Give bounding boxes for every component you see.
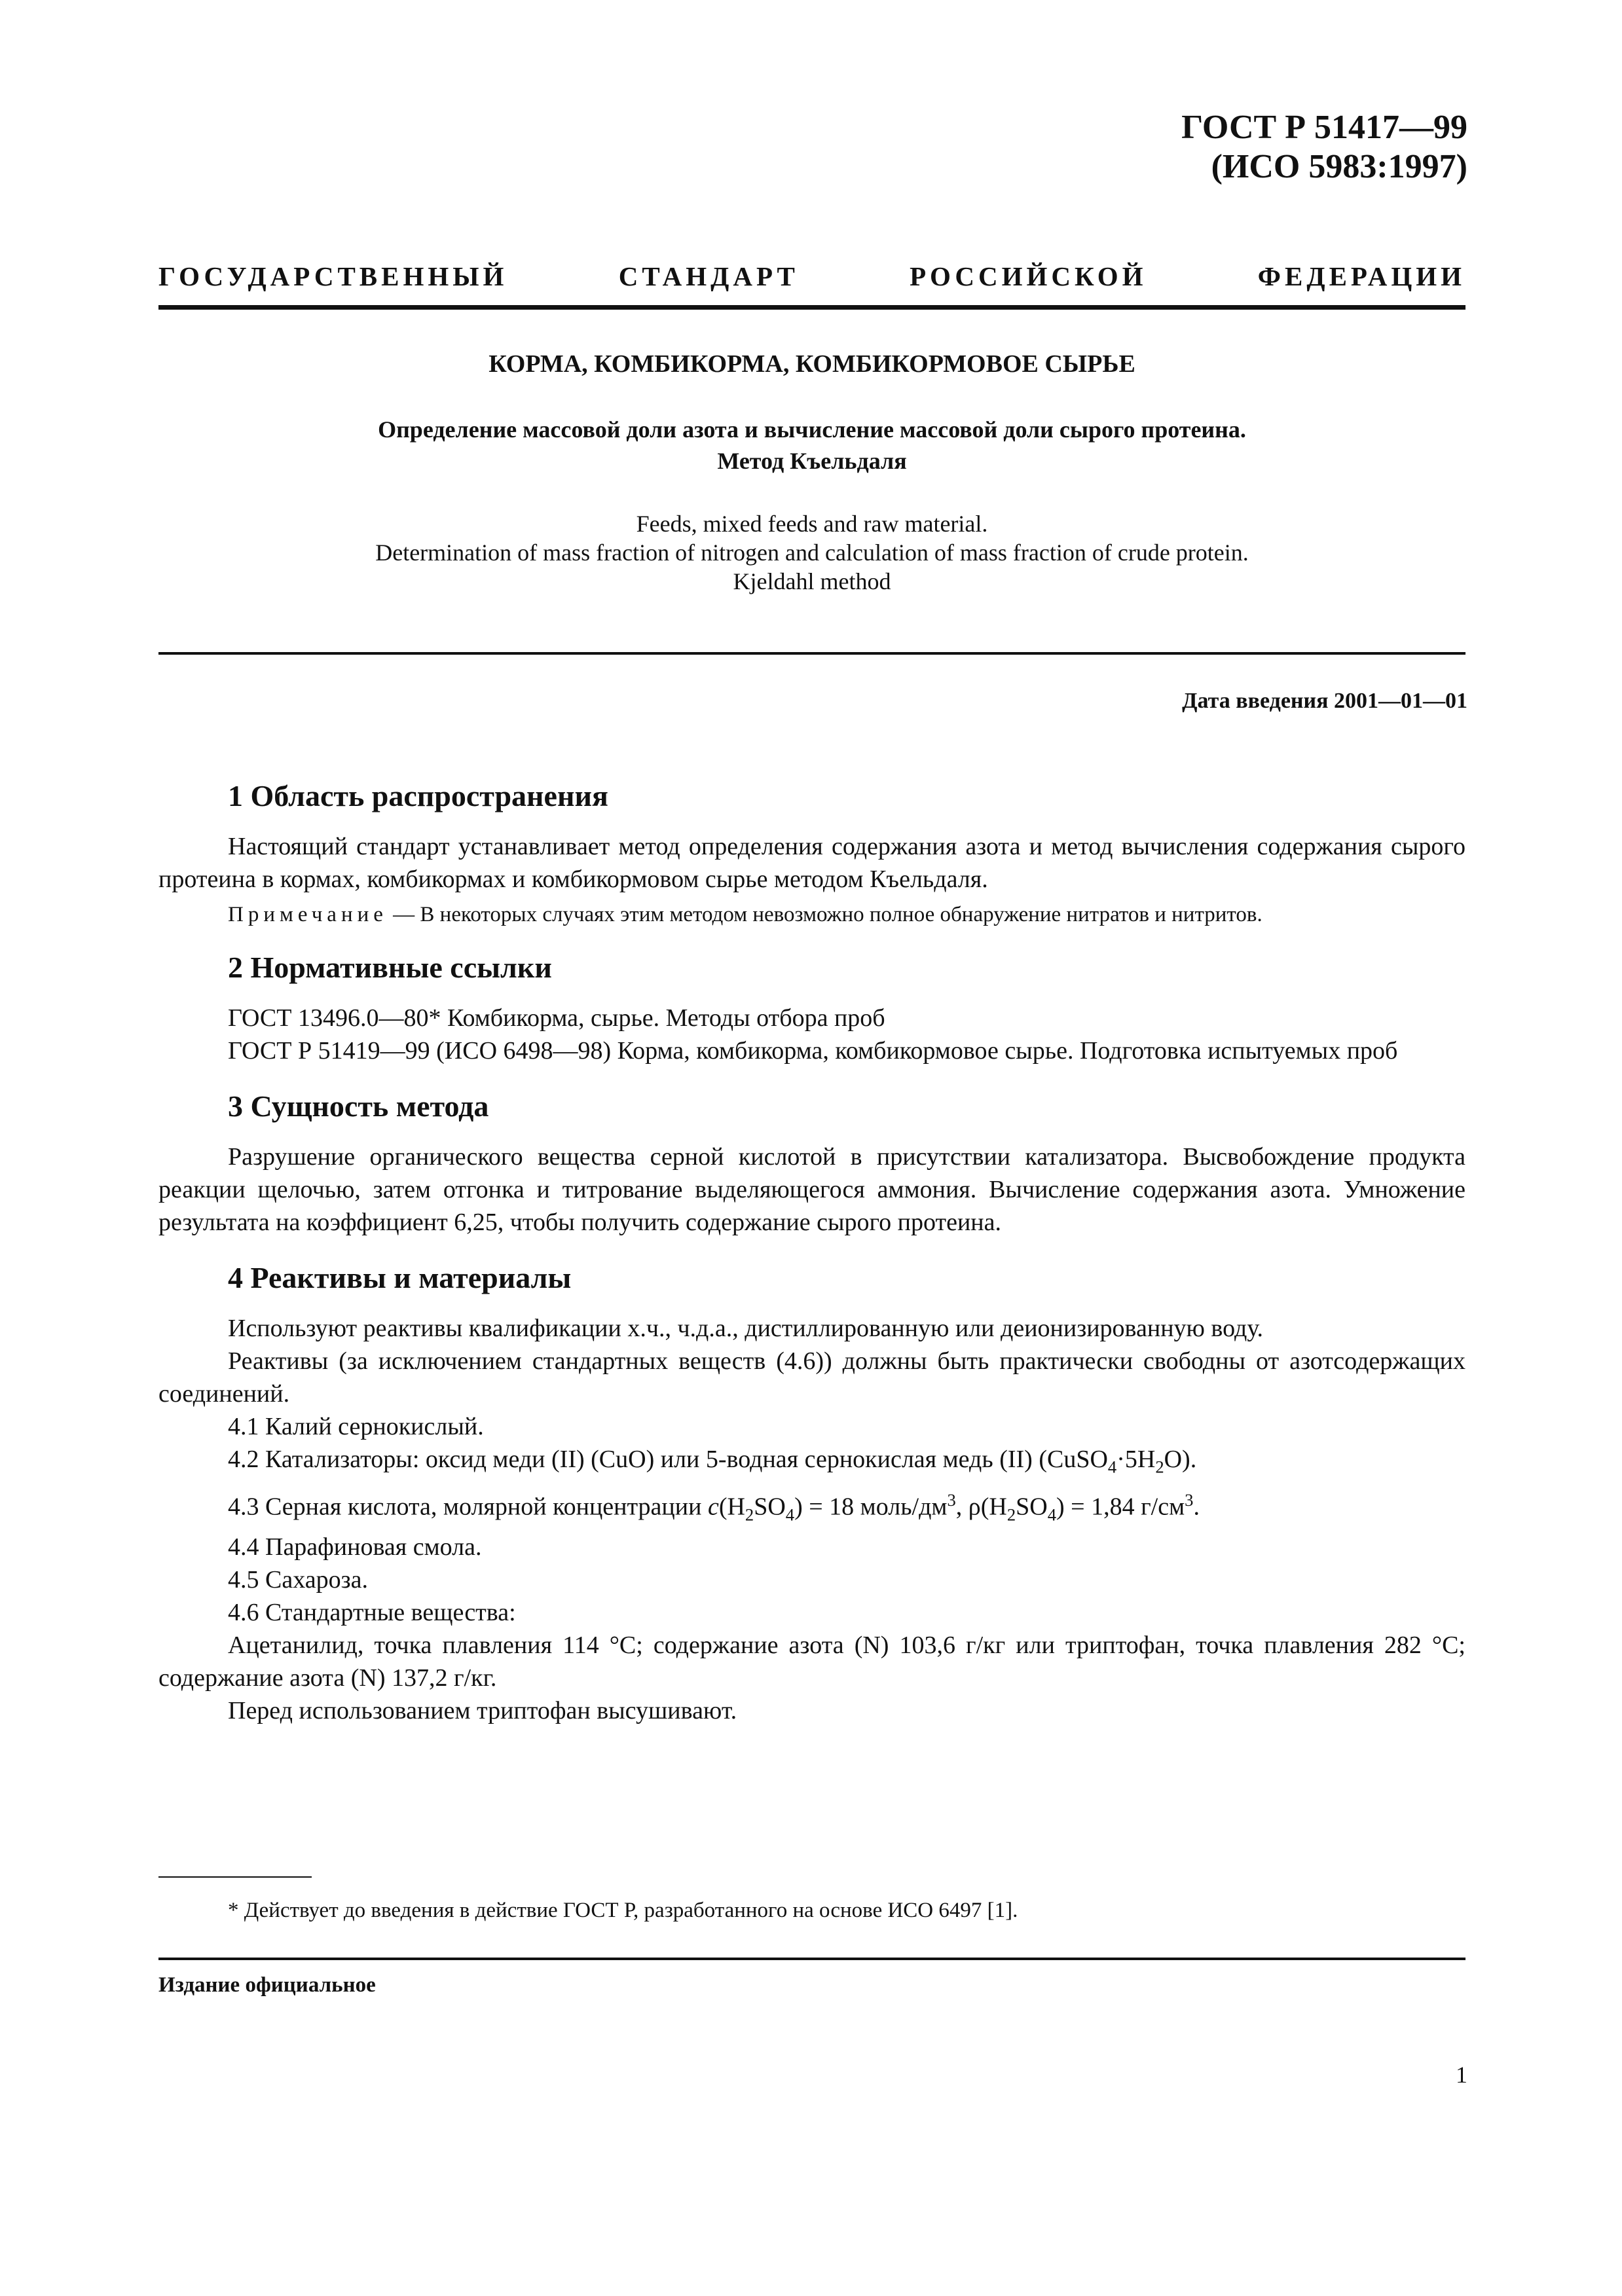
subscript: 4 <box>1107 1457 1117 1477</box>
list-item: 4.1 Калий сернокислый. <box>228 1413 484 1440</box>
english-title-line2: Determination of mass fraction of nitrogen and calculation of mass fraction of crude protein. <box>375 539 1249 566</box>
standard-code-line2: (ИСО 5983:1997) <box>1211 148 1467 185</box>
subscript: 2 <box>745 1504 754 1524</box>
introduction-date: Дата введения 2001—01—01 <box>1182 689 1467 713</box>
page-number: 1 <box>1456 2062 1467 2088</box>
english-title-line3: Kjeldahl method <box>733 568 891 594</box>
note <box>158 901 1465 928</box>
document-body <box>158 776 1465 1727</box>
standard-code-line1: ГОСТ Р 51417—99 <box>1181 109 1467 146</box>
section-heading: 3 Сущность метода <box>228 1089 489 1123</box>
text: SO <box>1016 1493 1048 1521</box>
edition-label: Издание официальное <box>158 1973 376 1997</box>
text: ) = 18 моль/дм <box>794 1493 948 1521</box>
footnote: * Действует до введения в действие ГОСТ Р, разработанного на основе ИСО 6497 [1]. <box>228 1899 1018 1922</box>
subscript: 4 <box>785 1504 795 1524</box>
text: , ρ(H <box>955 1493 1007 1521</box>
reference-item: ГОСТ 13496.0—80* Комбикорма, сырье. Методы отбора проб <box>228 1004 885 1032</box>
italic-symbol: c <box>707 1493 719 1521</box>
text: O). <box>1164 1446 1197 1473</box>
section-heading: 2 Нормативные ссылки <box>228 951 552 984</box>
state-standard-heading: ГОСУДАРСТВЕННЫЙ СТАНДАРТ РОССИЙСКОЙ ФЕДЕРАЦИИ <box>158 261 1465 291</box>
section-3 <box>158 1087 1465 1239</box>
text: ·5H <box>1116 1446 1156 1473</box>
standard-code <box>1181 108 1467 187</box>
text: 4.2 Катализаторы: оксид меди (II) (CuO) или 5-водная сернокислая медь (II) (CuSO <box>228 1446 1108 1473</box>
subscript: 4 <box>1047 1504 1056 1524</box>
paragraph: Настоящий стандарт устанавливает метод определения содержания азота и метод вычисления содержания сырого протеина в кормах, комбикормах и комбикормовом сырье методом Къельдаля. <box>158 833 1465 893</box>
english-title-line1: Feeds, mixed feeds and raw material. <box>636 511 988 537</box>
header-rule <box>158 305 1465 310</box>
superscript: 3 <box>1185 1489 1194 1510</box>
text: SO <box>754 1493 786 1521</box>
paragraph: Разрушение органического вещества серной кислотой в присутствии катализатора. Высвобождение продукта реакции щелочью, затем отгонка и титрование выделяющегося аммония. Вычисление содержания азота. Умножение результата на коэффициент 6,25, чтобы получить содержание сырого протеина. <box>158 1143 1465 1236</box>
document-title: КОРМА, КОМБИКОРМА, КОМБИКОРМОВОЕ СЫРЬЕ <box>488 350 1135 378</box>
section-1 <box>158 776 1465 928</box>
title-rule <box>158 652 1465 655</box>
note-label: Примечание <box>228 903 388 926</box>
section-heading: 4 Реактивы и материалы <box>228 1261 572 1294</box>
document-subtitle <box>158 414 1465 477</box>
text: 4.3 Серная кислота, молярной концентрации <box>228 1493 708 1521</box>
subtitle-line2: Метод Къельдаля <box>717 448 907 474</box>
section-2 <box>158 948 1465 1067</box>
text: . <box>1193 1493 1200 1521</box>
section-4 <box>158 1258 1465 1727</box>
english-title <box>158 509 1465 596</box>
footnote-divider <box>158 1876 312 1878</box>
section-heading: 1 Область распространения <box>228 779 608 812</box>
list-item: 4.6 Стандартные вещества: <box>228 1598 516 1626</box>
list-item <box>158 1484 1465 1531</box>
subtitle-line1: Определение массовой доли азота и вычисление массовой доли сырого протеина. <box>378 416 1246 443</box>
text: (H <box>718 1493 745 1521</box>
superscript: 3 <box>947 1489 956 1510</box>
paragraph: Реактивы (за исключением стандартных веществ (4.6)) должны быть практически свободны от азотсодержащих соединений. <box>158 1347 1465 1408</box>
subscript: 2 <box>1006 1504 1016 1524</box>
paragraph: Перед использованием триптофан высушивают. <box>228 1696 737 1724</box>
list-item <box>158 1443 1465 1484</box>
note-text: — В некоторых случаях этим методом невозможно полное обнаружение нитратов и нитритов. <box>387 903 1263 926</box>
footer-rule <box>158 1958 1465 1960</box>
subscript: 2 <box>1155 1457 1164 1477</box>
list-item: 4.5 Сахароза. <box>228 1565 368 1594</box>
reference-item: ГОСТ Р 51419—99 (ИСО 6498—98) Корма, комбикорма, комбикормовое сырье. Подготовка испытуемых проб <box>228 1037 1398 1065</box>
list-item: 4.4 Парафиновая смола. <box>228 1533 482 1561</box>
text: ) = 1,84 г/см <box>1056 1493 1185 1521</box>
paragraph: Используют реактивы квалификации х.ч., ч.д.а., дистиллированную или деионизированную воду. <box>228 1315 1264 1342</box>
paragraph: Ацетанилид, точка плавления 114 °С; содержание азота (N) 103,6 г/кг или триптофан, точка плавления 282 °С; содержание азота (N) 137,2 г/кг. <box>158 1631 1465 1692</box>
